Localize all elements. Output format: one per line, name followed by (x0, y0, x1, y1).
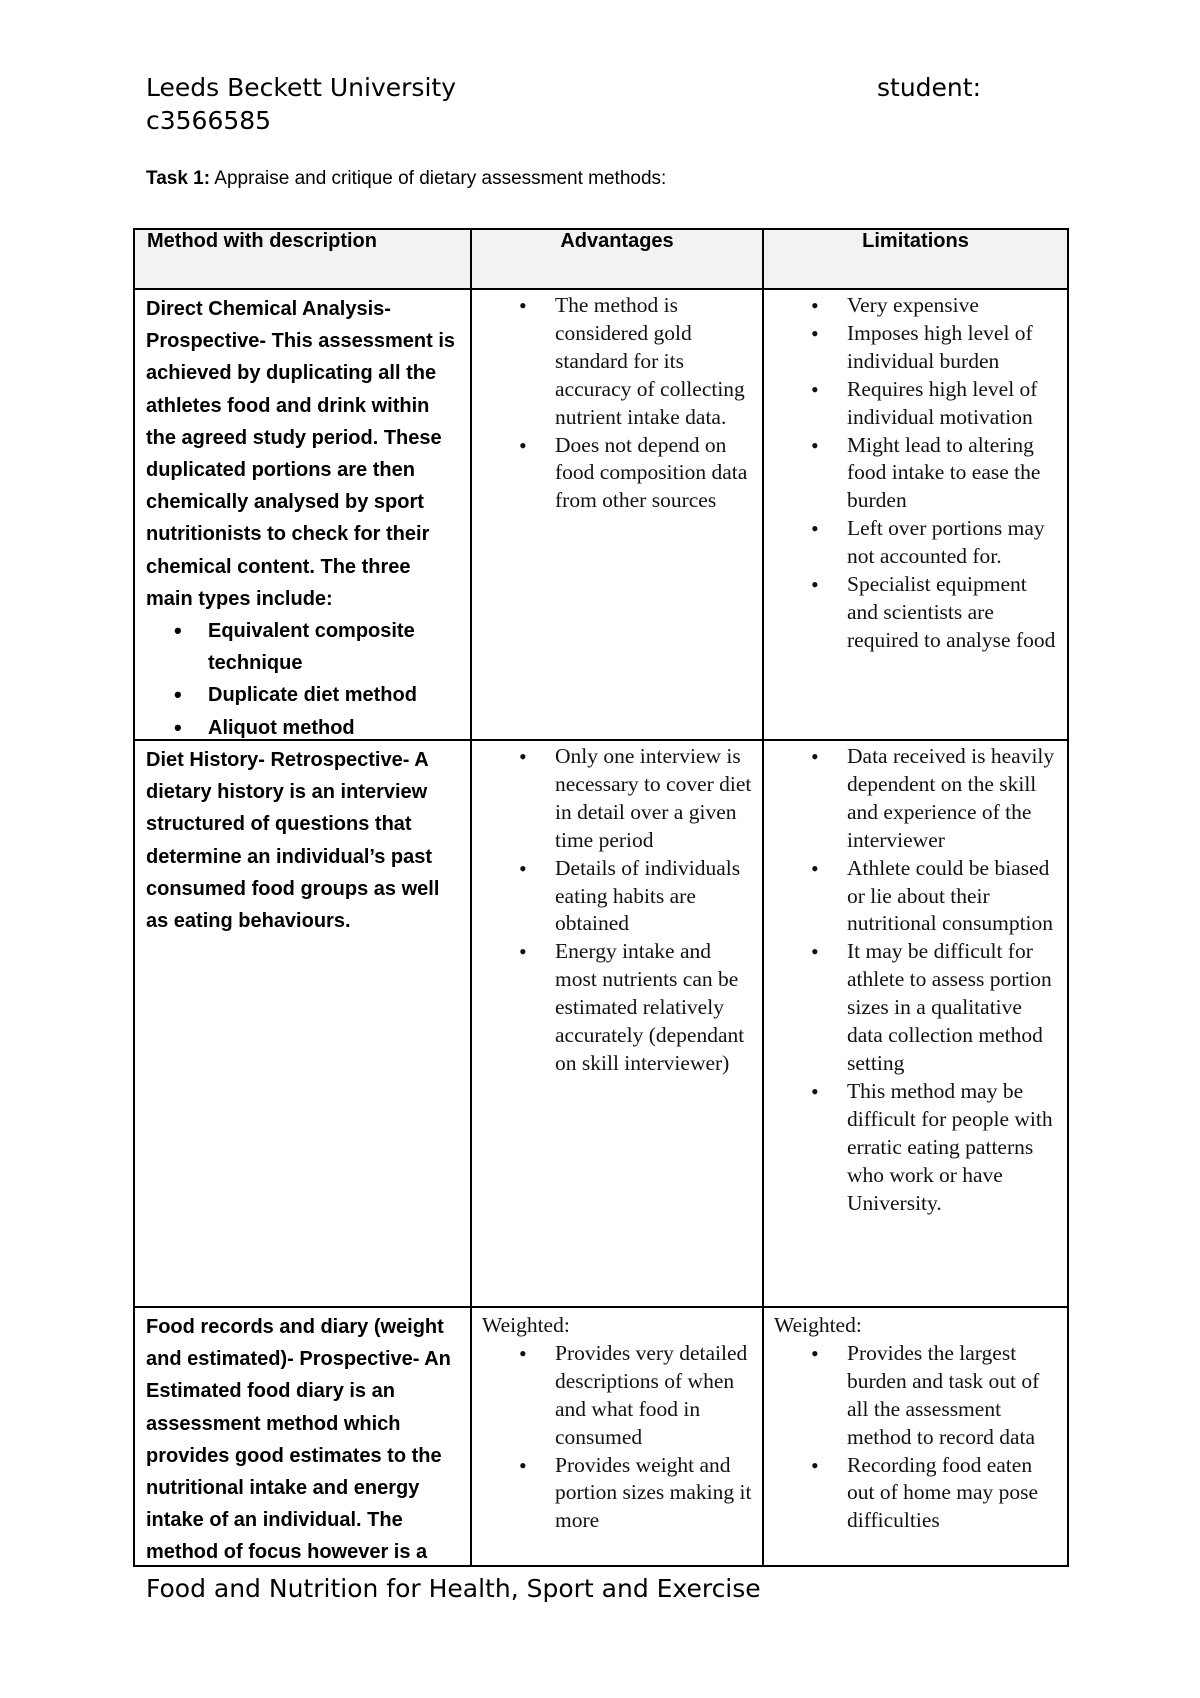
list-item: • Aliquot method (208, 712, 460, 739)
advantages-list (482, 743, 756, 1078)
limitations-list (774, 292, 1061, 655)
limitations-sublabel: Weighted: (774, 1313, 862, 1337)
list-item: • Recording food eaten out of home may pose difficulties (847, 1452, 1061, 1536)
list-item: • Left over portions may not accounted for. (847, 515, 1061, 571)
method-cell (134, 289, 471, 740)
limitations-cell (763, 1307, 1068, 1566)
assessment-methods-table (133, 228, 1069, 1567)
list-item: • Data received is heavily dependent on the skill and experience of the interviewer (847, 743, 1061, 855)
limitations-list (774, 1340, 1061, 1535)
list-item: • This method may be difficult for people with erratic eating patterns who work or have University. (847, 1078, 1061, 1218)
header-limitations: Limitations (763, 229, 1068, 289)
limitations-list (774, 743, 1061, 1217)
advantages-cell (471, 289, 763, 740)
list-item: • Duplicate diet method (208, 679, 460, 711)
student-id: c3566585 (146, 106, 272, 135)
method-description: Diet History- Retrospective- A dietary history is an interview structured of questions that determine an individual’s past consumed food groups as well as eating behaviours. (146, 749, 440, 933)
list-item: • Provides very detailed descriptions of when and what food in consumed (555, 1340, 756, 1452)
advantages-list (482, 292, 756, 515)
list-item: • Does not depend on food composition data from other sources (555, 432, 756, 516)
university-name: Leeds Beckett University (146, 73, 456, 102)
advantages-sublabel: Weighted: (482, 1313, 570, 1337)
method-description: Food records and diary (weight and estimated)- Prospective- An Estimated food diary is an assessment method which provides good estimates to the nutritional intake and energy intake of an individual. The method of focus however is a (146, 1316, 451, 1564)
header-advantages: Advantages (471, 229, 763, 289)
list-item: • Might lead to altering food intake to ease the burden (847, 432, 1061, 516)
list-item: • Details of individuals eating habits are obtained (555, 855, 756, 939)
list-item: • Requires high level of individual motivation (847, 376, 1061, 432)
table-row (134, 1307, 1068, 1566)
list-item: • Specialist equipment and scientists are required to analyse food (847, 571, 1061, 655)
list-item: • Provides the largest burden and task out of all the assessment method to record data (847, 1340, 1061, 1452)
method-description: Direct Chemical Analysis- Prospective- This assessment is achieved by duplicating all the athletes food and drink within the agreed study period. These duplicated portions are then chemically analysed by sport nutritionists to check for their chemical content. The three main types include: (146, 298, 456, 610)
list-item: • Very expensive (847, 292, 1061, 320)
table-row (134, 289, 1068, 740)
list-item: • Imposes high level of individual burden (847, 320, 1061, 376)
list-item: • It may be difficult for athlete to assess portion sizes in a qualitative data collection method setting (847, 938, 1061, 1078)
footer-course-title: Food and Nutrition for Health, Sport and Exercise (146, 1574, 761, 1603)
student-label: student: (877, 73, 981, 102)
method-cell (134, 1307, 471, 1566)
task-text: Appraise and critique of dietary assessment methods: (210, 168, 667, 189)
task-heading (146, 168, 666, 190)
header-method: Method with description (134, 229, 471, 289)
method-bullet-list (146, 615, 460, 739)
method-cell (134, 740, 471, 1307)
limitations-cell (763, 740, 1068, 1307)
list-item: • The method is considered gold standard for its accuracy of collecting nutrient intake data. (555, 292, 756, 432)
limitations-cell (763, 289, 1068, 740)
task-label: Task 1: (146, 168, 211, 189)
list-item: • Only one interview is necessary to cover diet in detail over a given time period (555, 743, 756, 855)
advantages-cell (471, 1307, 763, 1566)
list-item: • Provides weight and portion sizes making it more (555, 1452, 756, 1536)
table-row (134, 740, 1068, 1307)
advantages-list (482, 1340, 756, 1535)
table-header-row (134, 229, 1068, 289)
list-item: • Athlete could be biased or lie about their nutritional consumption (847, 855, 1061, 939)
list-item: • Energy intake and most nutrients can be estimated relatively accurately (dependant on skill interviewer) (555, 938, 756, 1078)
advantages-cell (471, 740, 763, 1307)
list-item: • Equivalent composite technique (208, 615, 460, 679)
